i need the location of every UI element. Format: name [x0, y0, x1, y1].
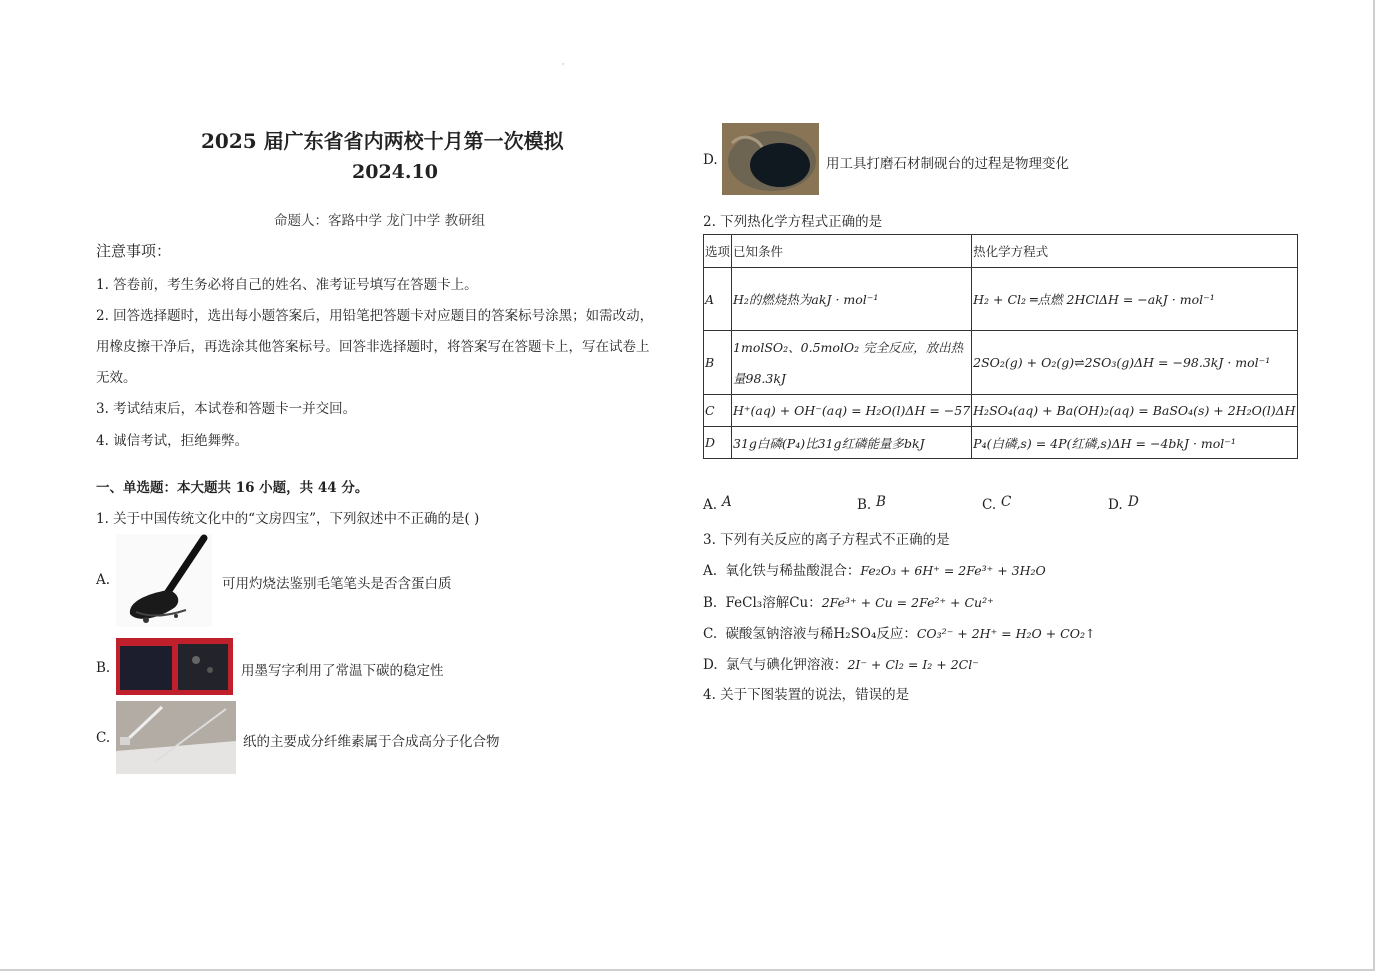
notice-2-end: 无效。: [96, 370, 137, 386]
q2-answer-d: D: [1128, 494, 1139, 510]
q3-option-d-eq: 2I⁻ + Cl₂ = I₂ + 2Cl⁻: [847, 657, 979, 672]
q3-option-b-eq: 2Fe³⁺ + Cu = 2Fe²⁺ + Cu²⁺: [821, 595, 994, 610]
row-c-condition: H⁺(aq) + OH⁻(aq) = H₂O(l)ΔH = −57: [732, 395, 972, 427]
q3-stem: 3. 下列有关反应的离子方程式不正确的是: [703, 532, 950, 548]
q3-option-c-text: 碳酸氢钠溶液与稀H₂SO₄反应：: [725, 626, 917, 642]
paper-photo: [116, 701, 236, 774]
header-equation: 热化学方程式: [972, 235, 1297, 268]
row-a-equation: H₂ + Cl₂ ═点燃 2HClΔH = −akJ · mol⁻¹: [972, 268, 1297, 331]
section-heading: 一、单选题：本大题共 16 小题，共 44 分。: [96, 480, 369, 496]
authors-line: 命题人：客路中学 龙门中学 教研组: [274, 213, 486, 229]
q3-option-d-label: D.: [703, 657, 718, 673]
q3-option-b-label: B.: [703, 595, 718, 611]
notice-title: 注意事项：: [96, 242, 172, 260]
table-row: [704, 268, 1298, 331]
inkstone-photo: [722, 123, 819, 195]
q1-option-c-text: 纸的主要成分纤维素属于合成高分子化合物: [243, 734, 500, 750]
q3-option-c: [703, 622, 1095, 642]
row-a-condition: H₂的燃烧热为akJ · mol⁻¹: [732, 268, 972, 331]
table-row: [704, 331, 1298, 395]
row-a-option: A: [704, 268, 732, 331]
ink-photo: [116, 638, 233, 695]
notice-3: 3. 考试结束后，本试卷和答题卡一并交回。: [96, 401, 357, 417]
table-header-row: [704, 235, 1298, 268]
q1-option-b-text: 用墨写字利用了常温下碳的稳定性: [241, 663, 444, 679]
q3-option-a-text: 氧化铁与稀盐酸混合：: [725, 563, 861, 579]
q2-answer-a-label: A.: [703, 497, 718, 513]
q3-option-c-label: C.: [703, 626, 718, 642]
q3-option-a-label: A.: [703, 563, 718, 579]
notice-1: 1. 答卷前，考生务必将自己的姓名、准考证号填写在答题卡上。: [96, 277, 478, 293]
q1-stem: 1. 关于中国传统文化中的“文房四宝”，下列叙述中不正确的是( ): [96, 511, 480, 527]
q2-answer-c: C: [1001, 494, 1012, 510]
q2-answer-c-label: C.: [982, 497, 997, 513]
q2-answer-a: A: [722, 494, 732, 510]
brush-photo: [116, 534, 212, 627]
q3-option-b-text: FeCl₃溶解Cu：: [725, 595, 822, 611]
notice-2-cont: 用橡皮擦干净后，再选涂其他答案标号。回答非选择题时，将答案写在答题卡上，写在试卷上: [96, 339, 650, 355]
q2-answer-d-label: D.: [1108, 497, 1123, 513]
exam-title: 2025 届广东省省内两校十月第一次模拟: [201, 129, 564, 153]
q2-table: [703, 234, 1298, 459]
row-d-option: D: [704, 427, 732, 459]
header-option: 选项: [704, 235, 732, 268]
q3-option-d-text: 氯气与碘化钾溶液：: [725, 657, 848, 673]
q1-option-a-text: 可用灼烧法鉴别毛笔笔头是否含蛋白质: [222, 576, 452, 592]
q2-answer-b: B: [876, 494, 886, 510]
q3-option-a: [703, 559, 1046, 579]
notice-2: 2. 回答选择题时，选出每小题答案后，用铅笔把答题卡对应题目的答案标号涂黑；如需改动，: [96, 308, 654, 324]
notice-4: 4. 诚信考试，拒绝舞弊。: [96, 433, 249, 449]
row-c-equation: H₂SO₄(aq) + Ba(OH)₂(aq) = BaSO₄(s) + 2H₂O(l)ΔH: [972, 395, 1297, 427]
q3-option-b: [703, 591, 994, 611]
q1-option-d-text: 用工具打磨石材制砚台的过程是物理变化: [826, 156, 1069, 172]
q2-answer-b-label: B.: [857, 497, 872, 513]
row-d-condition: 31g白磷(P₄)比31g红磷能量多bkJ: [732, 427, 972, 459]
header-condition: 已知条件: [732, 235, 972, 268]
top-dot: ·: [562, 60, 565, 69]
q3-option-a-eq: Fe₂O₃ + 6H⁺ = 2Fe³⁺ + 3H₂O: [860, 563, 1046, 578]
row-d-equation: P₄(白磷,s) = 4P(红磷,s)ΔH = −4bkJ · mol⁻¹: [972, 427, 1297, 459]
row-b-equation: 2SO₂(g) + O₂(g)⇌2SO₃(g)ΔH = −98.3kJ · mol⁻¹: [972, 331, 1297, 395]
q1-option-a-label: A.: [96, 572, 111, 588]
row-b-condition-line1: 1molSO₂、0.5molO₂ 完全反应，放出热: [733, 339, 964, 355]
q3-option-c-eq: CO₃²⁻ + 2H⁺ = H₂O + CO₂↑: [916, 626, 1096, 641]
q1-option-d-label: D.: [703, 152, 718, 168]
q3-option-d: [703, 653, 979, 673]
table-row: [704, 395, 1298, 427]
row-c-option: C: [704, 395, 732, 427]
row-b-condition-line2: 量98.3kJ: [733, 370, 786, 386]
q1-option-c-label: C.: [96, 730, 111, 746]
table-row: [704, 427, 1298, 459]
row-b-condition: [732, 331, 972, 395]
q1-option-b-label: B.: [96, 660, 111, 676]
q4-stem: 4. 关于下图装置的说法，错误的是: [703, 687, 910, 703]
exam-date: 2024.10: [352, 161, 438, 183]
q2-stem: 2. 下列热化学方程式正确的是: [703, 214, 883, 230]
row-b-option: B: [704, 331, 732, 395]
